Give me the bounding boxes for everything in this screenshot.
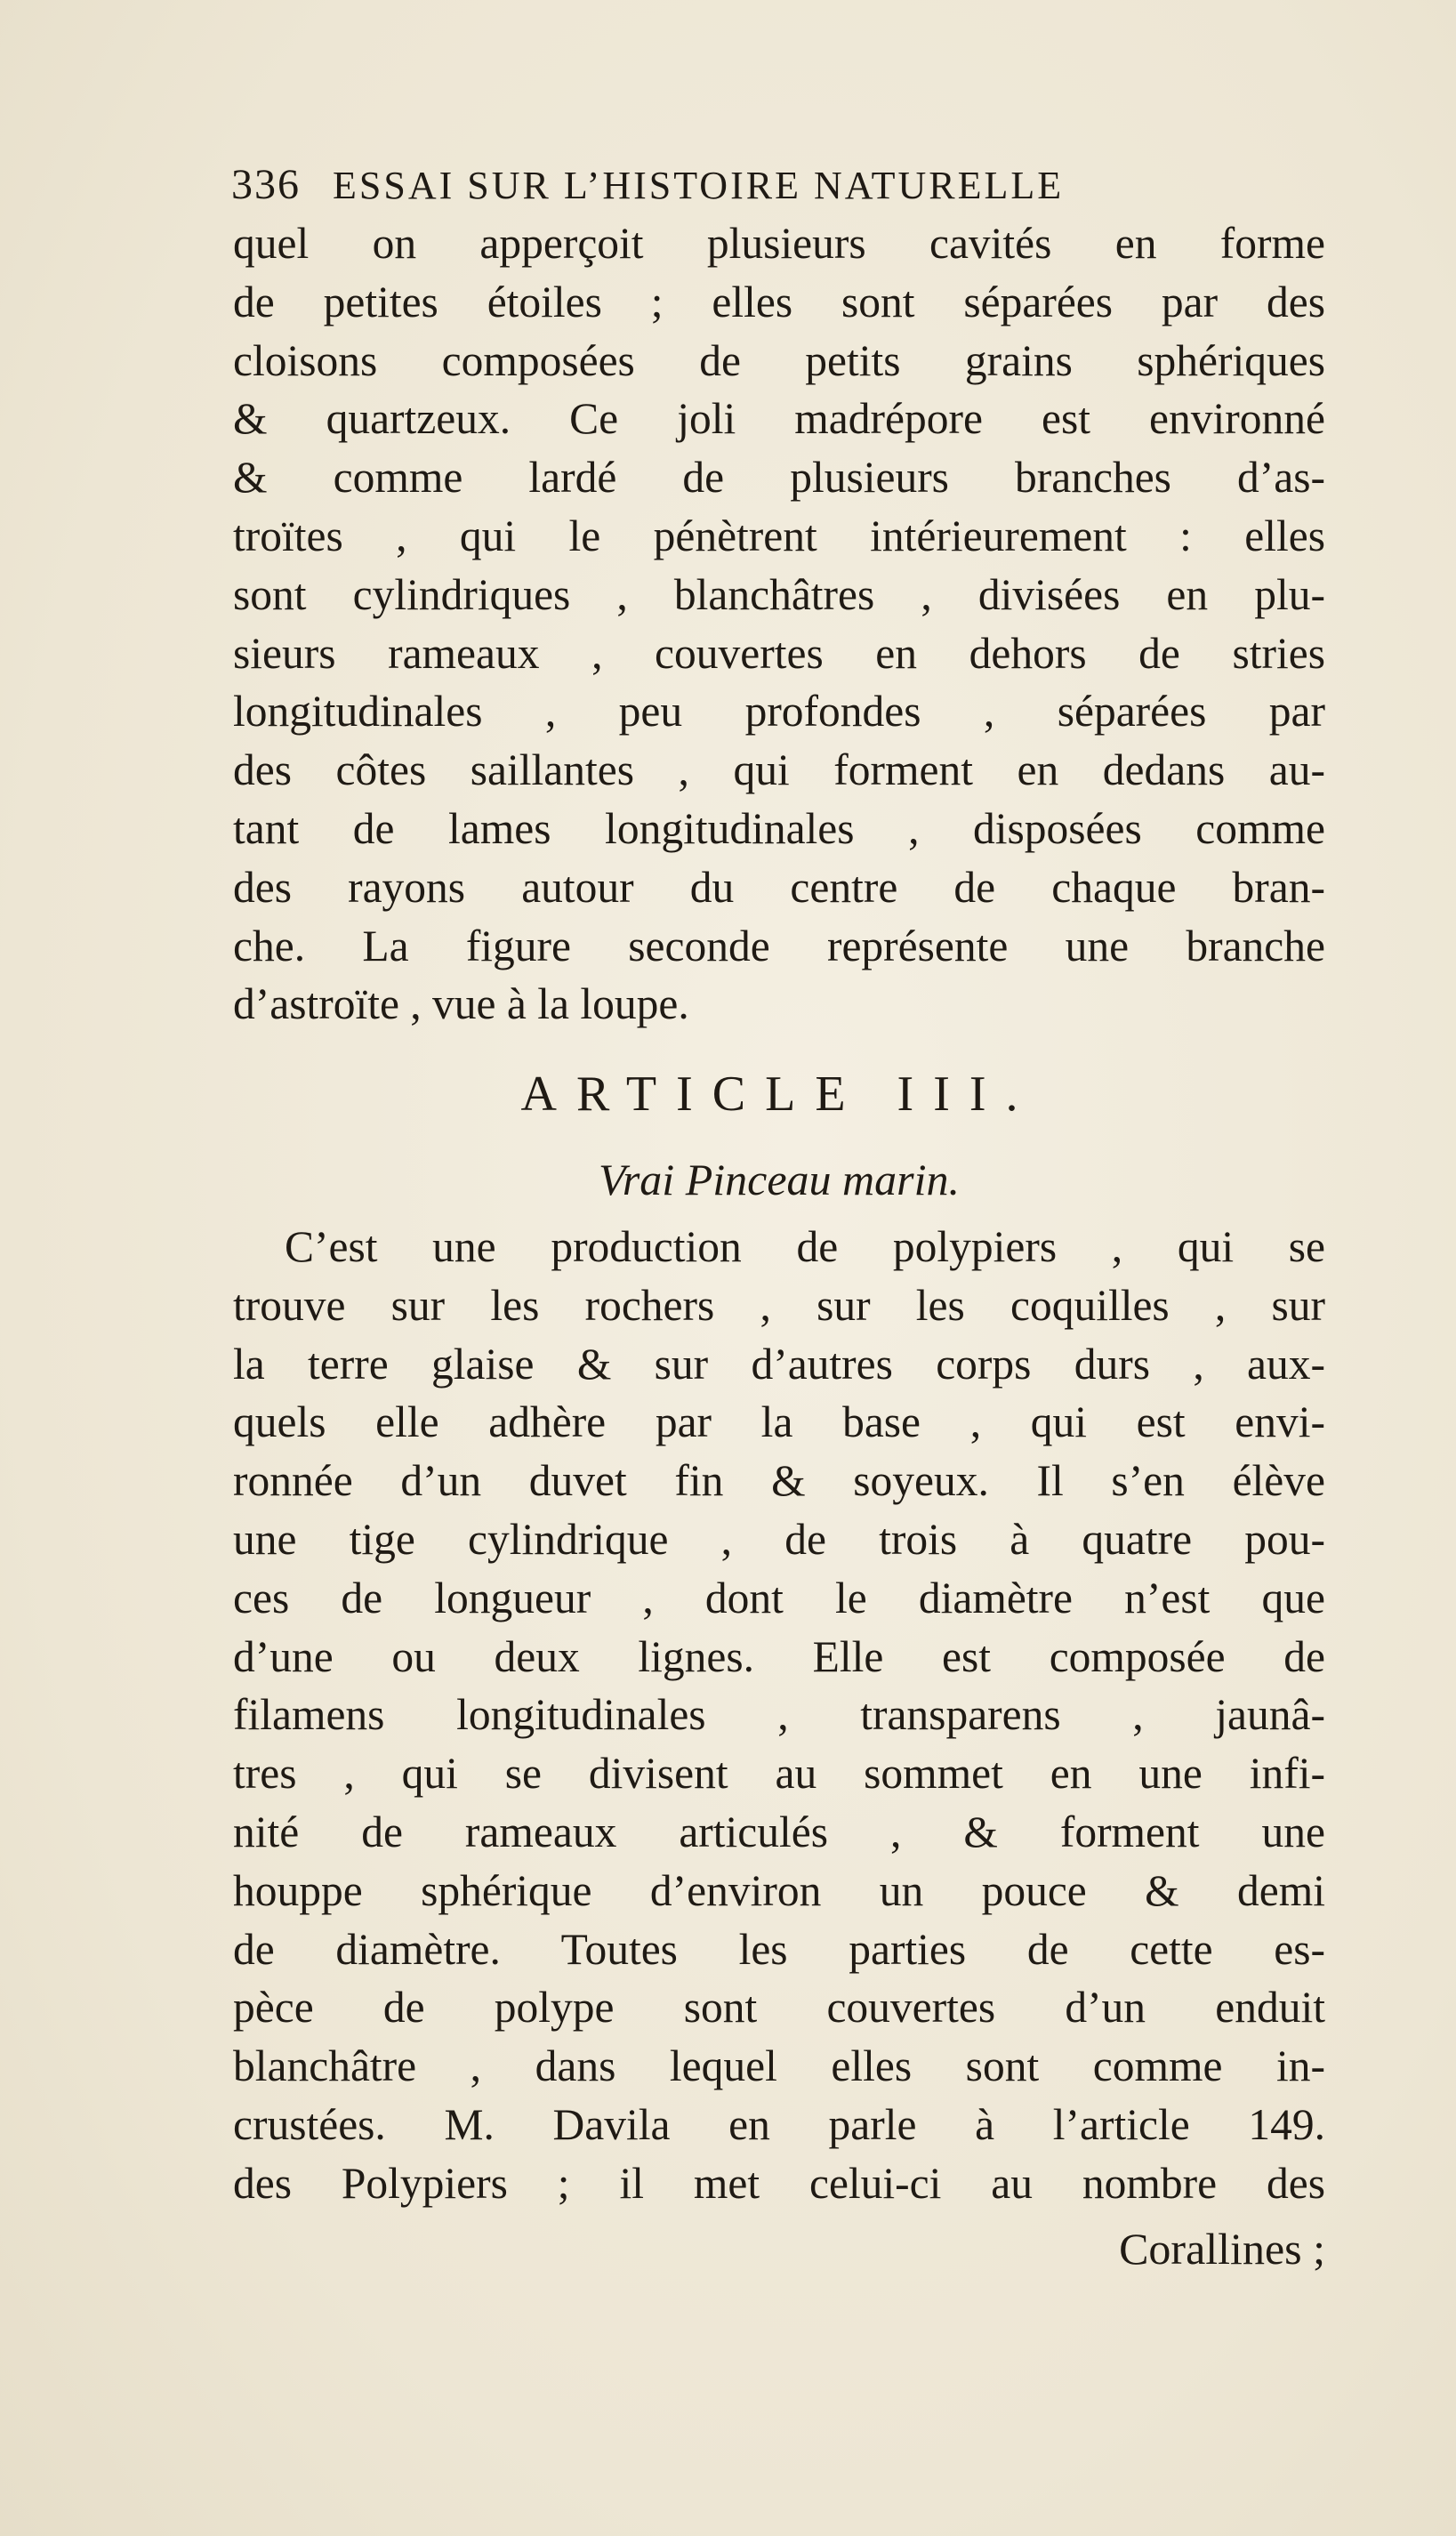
text-line: tant de lames longitudinales , disposées comme: [233, 803, 1325, 853]
paragraph-2: [233, 1218, 1325, 2213]
text-line: blanchâtre , dans lequel elles sont comme in-: [233, 2041, 1325, 2091]
text-line: houppe sphérique d’environ un pouce & demi: [233, 1865, 1325, 1915]
text-line: pèce de polype sont couvertes d’un enduit: [233, 1983, 1325, 2033]
running-header: [231, 158, 1334, 213]
text-line: crustées. M. Davila en parle à l’article 149.: [233, 2099, 1325, 2149]
text-line: quel on apperçoit plusieurs cavités en forme: [233, 219, 1325, 268]
text-line: ces de longueur , dont le diamètre n’est que: [233, 1573, 1325, 1622]
text-line: de diamètre. Toutes les parties de cette es-: [233, 1924, 1325, 1974]
text-line: sieurs rameaux , couvertes en dehors de stries: [233, 628, 1325, 678]
running-title: ESSAI SUR L’HISTOIRE NATURELLE: [333, 164, 1065, 207]
text-line: la terre glaise & sur d’autres corps durs , aux-: [233, 1339, 1325, 1389]
text-line: ronnée d’un duvet fin & soyeux. Il s’en élève: [233, 1456, 1325, 1506]
text-line: troïtes , qui le pénètrent intérieurement : elles: [233, 511, 1325, 560]
text-line: longitudinales , peu profondes , séparées par: [233, 687, 1325, 737]
text-line: des rayons autour du centre de chaque bran-: [233, 862, 1325, 912]
text-line: une tige cylindrique , de trois à quatre pou-: [233, 1514, 1325, 1564]
text-line: sont cylindriques , blanchâtres , divisées en plu-: [233, 569, 1325, 619]
text-line: & quartzeux. Ce joli madrépore est environné: [233, 394, 1325, 444]
text-line: tres , qui se divisent au sommet en une infi-: [233, 1749, 1325, 1799]
page-number: 336: [231, 161, 301, 208]
paragraph-1: [233, 214, 1325, 1034]
text-line: de petites étoiles ; elles sont séparées par des: [233, 277, 1325, 326]
article-subtitle: Vrai Pinceau marin.: [599, 1155, 960, 1204]
text-line: che. La figure seconde représente une branche: [233, 921, 1325, 970]
article-heading: ARTICLE III.: [520, 1067, 1038, 1122]
text-line: nité de rameaux articulés , & forment une: [233, 1807, 1325, 1856]
text-line: quels elle adhère par la base , qui est envi-: [233, 1397, 1325, 1447]
text-line: C’est une production de polypiers , qui se: [285, 1222, 1325, 1271]
text-line: des côtes saillantes , qui forment en dedans au-: [233, 745, 1325, 795]
text-line: cloisons composées de petits grains sphériques: [233, 335, 1325, 385]
text-line: d’une ou deux lignes. Elle est composée de: [233, 1631, 1325, 1681]
text-line: filamens longitudinales , transparens , jaunâ-: [233, 1690, 1325, 1740]
text-line: des Polypiers ; il met celui-ci au nombre des: [233, 2158, 1325, 2208]
text-line: & comme lardé de plusieurs branches d’as-: [233, 453, 1325, 503]
text-line: d’astroïte , vue à la loupe.: [233, 979, 689, 1029]
text-line: trouve sur les rochers , sur les coquilles , sur: [233, 1280, 1325, 1330]
catchword: Corallines ;: [1119, 2224, 1325, 2274]
